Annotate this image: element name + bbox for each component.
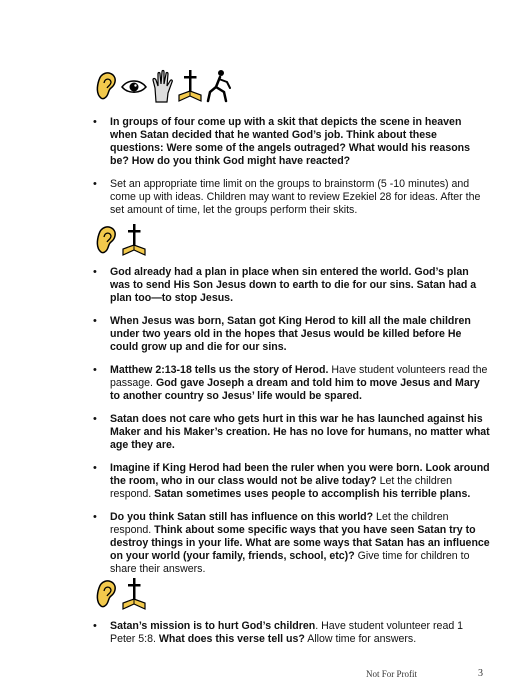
ear-icon [93, 576, 119, 612]
bullet-item [90, 511, 490, 576]
bold-text: Satan sometimes uses people to accomplish his terrible plans. [154, 488, 471, 500]
bullet-item [90, 178, 490, 217]
bold-text: What does this verse tell us? [158, 633, 305, 645]
page-number: 3 [478, 668, 483, 679]
bullet-item [90, 266, 490, 305]
activity-icons-row [93, 68, 231, 104]
bold-text: Think about some specific ways that you have seen Satan try to destroy things in your life. What are some ways that Satan has an influence on your world (your family, friends, school, etc)? [110, 524, 490, 562]
footer-text: Not For Profit [366, 669, 418, 679]
bold-text: When Jesus was born, Satan got King Herod to kill all the male children under two years old in the hopes that Jesus would be killed before He could grow up and die for our sins. [110, 315, 471, 353]
eye-icon [121, 68, 147, 104]
bold-text: Matthew 2:13-18 tells us the story of Herod. [110, 364, 329, 376]
bold-text: Satan’s mission is to hurt God’s children [110, 620, 316, 632]
plain-text: Set an appropriate time limit on the groups to brainstorm (5 -10 minutes) and come up with ideas. Children may want to review Ezekiel 28 for ideas. After the set amount of time, let the groups perform their skits. [110, 178, 481, 216]
bullet-item [90, 413, 490, 452]
bold-text: Imagine if King Herod had been the ruler when you were born. Look around the room, who in our class would not be alive today? [110, 462, 490, 487]
plain-text: Let the children respond. [110, 475, 453, 500]
bold-text: Satan does not care who gets hurt in this war he has launched against his Maker and his Maker’s creation. He has no love for humans, no matter what age they are. [110, 413, 490, 451]
bold-text: In groups of four come up with a skit that depicts the scene in heaven when Satan decided that he wanted God’s job. Think about these questions: Were some of the angels outraged? What would his reasons be? How do you think God might have reacted? [110, 116, 471, 167]
plain-text: Give time for children to share their answers. [110, 550, 470, 575]
bullet-item [90, 462, 490, 501]
bullet-list [90, 266, 490, 586]
plain-text: Let the children respond. [110, 511, 449, 536]
cross-bible-icon [121, 222, 147, 258]
bold-text: God gave Joseph a dream and told him to move Jesus and Mary to another country so Jesus’ life would be spared. [110, 377, 480, 402]
hand-icon [149, 68, 175, 104]
plain-text: Allow time for answers. [304, 633, 417, 645]
activity-icons-row [93, 222, 147, 258]
bullet-item [90, 116, 490, 168]
bullet-item [90, 315, 490, 354]
bullet-item [90, 364, 490, 403]
plain-text: . Have student volunteer read 1 Peter 5:8. [110, 620, 464, 645]
cross-bible-icon [177, 68, 203, 104]
bold-text: God already had a plan in place when sin entered the world. God’s plan was to send His Son Jesus down to earth to die for our sins. Satan had a plan too—to stop Jesus. [110, 266, 477, 304]
cross-bible-icon [121, 576, 147, 612]
bullet-item [90, 620, 490, 646]
plain-text: Have student volunteers read the passage. [110, 364, 488, 389]
ear-icon [93, 68, 119, 104]
bullet-list [90, 116, 490, 227]
ear-icon [93, 222, 119, 258]
kneeling-figure-icon [205, 68, 231, 104]
bold-text: Do you think Satan still has influence on this world? [110, 511, 374, 523]
activity-icons-row [93, 576, 147, 612]
bullet-list [90, 620, 490, 656]
